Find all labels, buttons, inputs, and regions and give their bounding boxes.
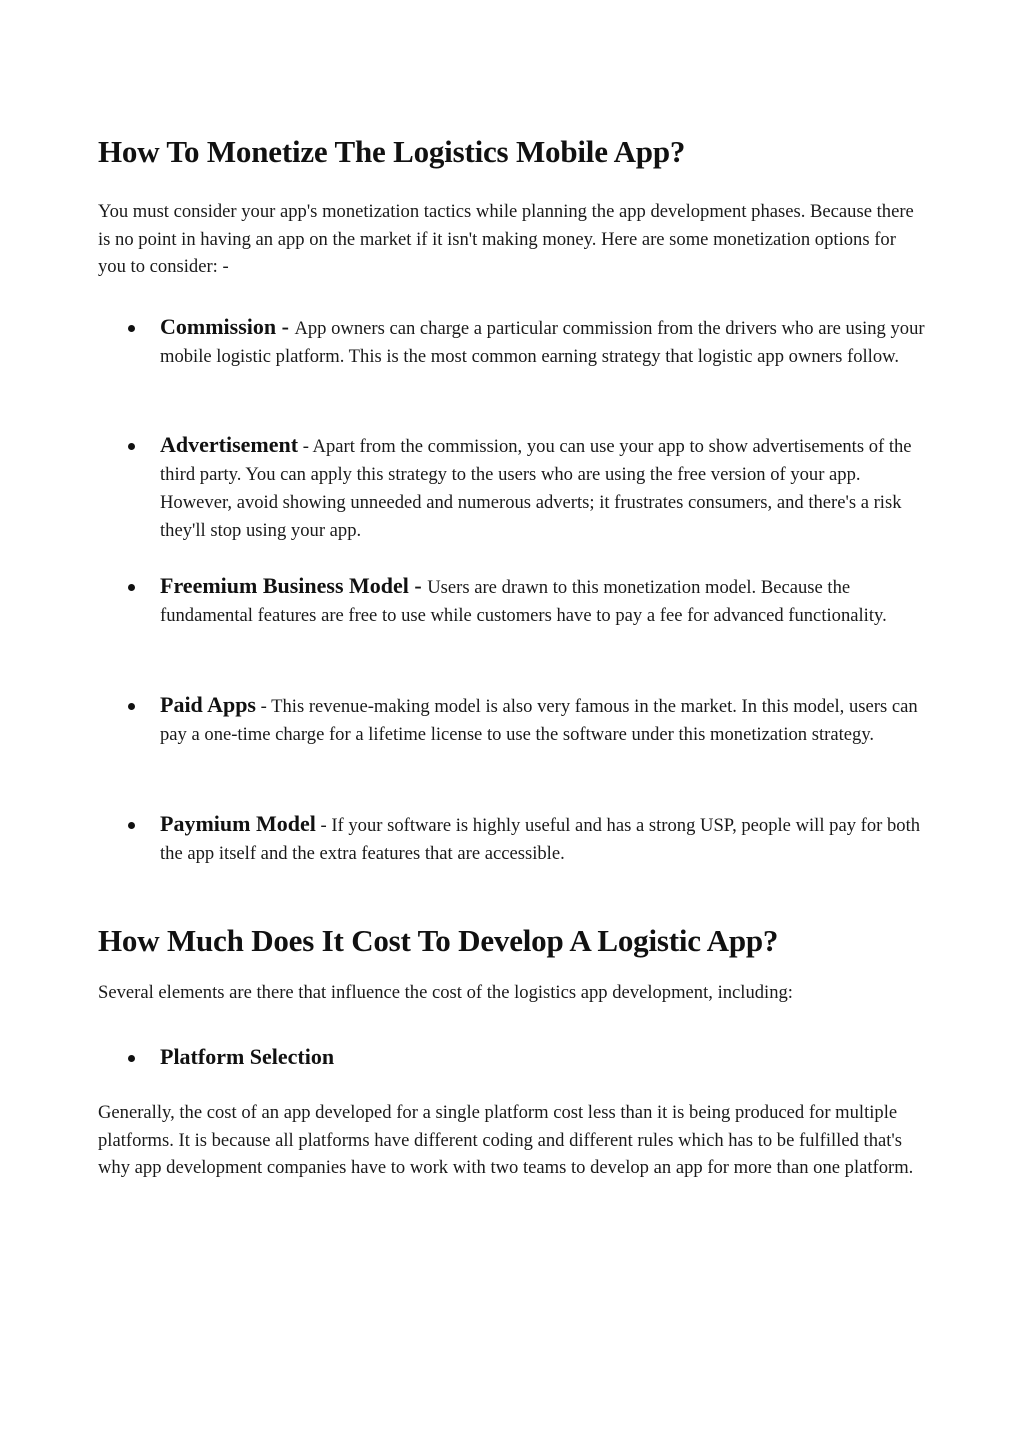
item-term: Advertisement: [160, 432, 299, 457]
list-item-freemium: [98, 572, 926, 630]
item-separator: -: [408, 573, 428, 598]
item-description: If your software is highly useful and has a strong USP, people will pay for both the app itself and the extra features that are accessible.: [160, 815, 921, 864]
item-term: Paid Apps: [160, 692, 256, 717]
list-item-paymium: [98, 810, 926, 868]
section-heading-cost: How Much Does It Cost To Develop A Logistic App?: [98, 923, 779, 958]
bullet-dot-icon: [128, 443, 135, 450]
item-term: Commission: [160, 314, 277, 339]
section-heading-monetize: How To Monetize The Logistics Mobile App?: [98, 134, 686, 169]
platform-selection-paragraph: Generally, the cost of an app developed for a single platform cost less than it is being produced for multiple platforms. It is because all platforms have different coding and different rules which has to be fulfilled that's why app development companies have to work with two teams to develop an app for more than one platform.: [98, 1102, 914, 1178]
item-separator: -: [256, 696, 272, 717]
list-item-commission: [98, 313, 926, 371]
monetize-intro-paragraph: You must consider your app's monetization tactics while planning the app development phases. Because there is no point in having an app on the market if it isn't making money. Here are some monetization options for you to consider: -: [98, 201, 914, 277]
item-description: Apart from the commission, you can use your app to show advertisements of the third party. You can apply this strategy to the users who are using the free version of your app. However, avoid showing unneeded and numerous adverts; it frustrates consumers, and there's a risk they'll stop using your app.: [160, 436, 912, 541]
list-item-advertisement: [98, 431, 926, 545]
item-separator: -: [276, 314, 295, 339]
item-description: This revenue-making model is also very famous in the market. In this model, users can pay a one-time charge for a lifetime license to use the software under this monetization strategy.: [160, 696, 918, 745]
list-item-platform-selection: [98, 1043, 926, 1073]
item-separator: -: [298, 436, 313, 457]
item-separator: -: [315, 815, 332, 836]
bullet-dot-icon: [128, 325, 135, 332]
item-term: Freemium Business Model: [160, 573, 409, 598]
cost-intro-paragraph: Several elements are there that influence the cost of the logistics app development, including:: [98, 982, 793, 1003]
bullet-dot-icon: [128, 703, 135, 710]
item-term: Platform Selection: [160, 1044, 335, 1069]
bullet-dot-icon: [128, 822, 135, 829]
item-description: Users are drawn to this monetization model. Because the fundamental features are free to use while customers have to pay a fee for advanced functionality.: [160, 577, 887, 626]
item-description: App owners can charge a particular commission from the drivers who are using your mobile logistic platform. This is the most common earning strategy that logistic app owners follow.: [160, 318, 925, 367]
list-item-paid-apps: [98, 691, 926, 749]
bullet-dot-icon: [128, 584, 135, 591]
bullet-dot-icon: [128, 1055, 135, 1062]
item-term: Paymium Model: [160, 811, 316, 836]
